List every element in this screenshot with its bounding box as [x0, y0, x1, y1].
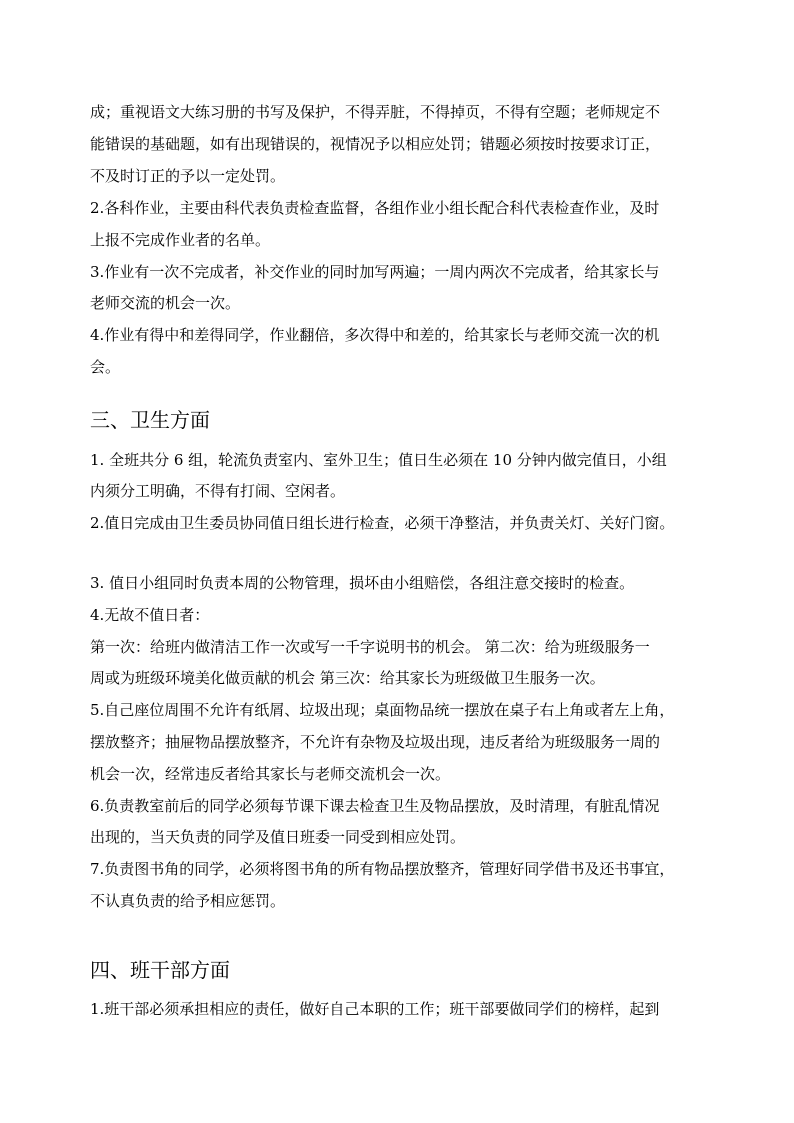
text-line: 会。 [90, 358, 121, 376]
text-line: 第一次：给班内做清洁工作一次或写一千字说明书的机会。 第二次：给为班级服务一 [90, 638, 650, 656]
text-line: 周或为班级环境美化做贡献的机会 第三次：给其家长为班级做卫生服务一次。 [90, 669, 605, 687]
text-line: 出现的，当天负责的同学及值日班委一同受到相应处罚。 [90, 828, 466, 846]
text-line: 不认真负责的给予相应惩罚。 [90, 892, 286, 910]
list-item-6: 6.负责教室前后的同学必须每节课下课去检查卫生及物品摆放，及时清理，有脏乱情况 [90, 797, 660, 815]
list-item-4: 4.作业有得中和差得同学，作业翻倍，多次得中和差的，给其家长与老师交流一次的机 [90, 326, 660, 344]
section-heading-hygiene: 三、卫生方面 [90, 408, 210, 432]
list-item-2: 2.各科作业，主要由科代表负责检查监督，各组作业小组长配合科代表检查作业，及时 [90, 199, 660, 217]
text-line: 老师交流的机会一次。 [90, 294, 241, 312]
text-line: 摆放整齐；抽屉物品摆放整齐，不允许有杂物及垃圾出现，违反者给为班级服务一周的 [90, 733, 661, 751]
text-line: 成；重视语文大练习册的书写及保护，不得弄脏，不得掉页，不得有空题；老师规定不 [90, 103, 661, 121]
text-line: 内须分工明确，不得有打闹、空闲者。 [90, 482, 346, 500]
text-line: 能错误的基础题，如有出现错误的，视情况予以相应处罚；错题必须按时按要求订正， [90, 135, 661, 153]
list-item-1: 1. 全班共分 6 组，轮流负责室内、室外卫生；值日生必须在 10 分钟内做完值日，小组 [90, 451, 667, 469]
list-item-2: 2.值日完成由卫生委员协同值日组长进行检查，必须干净整洁，并负责关灯、关好门窗。 [90, 514, 675, 532]
list-item-7: 7.负责图书角的同学，必须将图书角的所有物品摆放整齐，管理好同学借书及还书事宜， [90, 860, 675, 878]
text-line: 机会一次，经常违反者给其家长与老师交流机会一次。 [90, 765, 451, 783]
list-item-1: 1.班干部必须承担相应的责任，做好自己本职的工作；班干部要做同学们的榜样，起到 [90, 1000, 660, 1018]
list-item-3: 3. 值日小组同时负责本周的公物管理，损坏由小组赔偿，各组注意交接时的检查。 [90, 574, 635, 592]
text-line: 不及时订正的予以一定处罚。 [90, 167, 286, 185]
list-item-4: 4.无故不值日者： [90, 606, 210, 624]
section-heading-class-cadres: 四、班干部方面 [90, 958, 230, 982]
list-item-3: 3.作业有一次不完成者，补交作业的同时加写两遍；一周内两次不完成者，给其家长与 [90, 263, 660, 281]
text-line: 上报不完成作业者的名单。 [90, 231, 271, 249]
list-item-5: 5.自己座位周围不允许有纸屑、垃圾出现；桌面物品统一摆放在桌子右上角或者左上角， [90, 701, 675, 719]
